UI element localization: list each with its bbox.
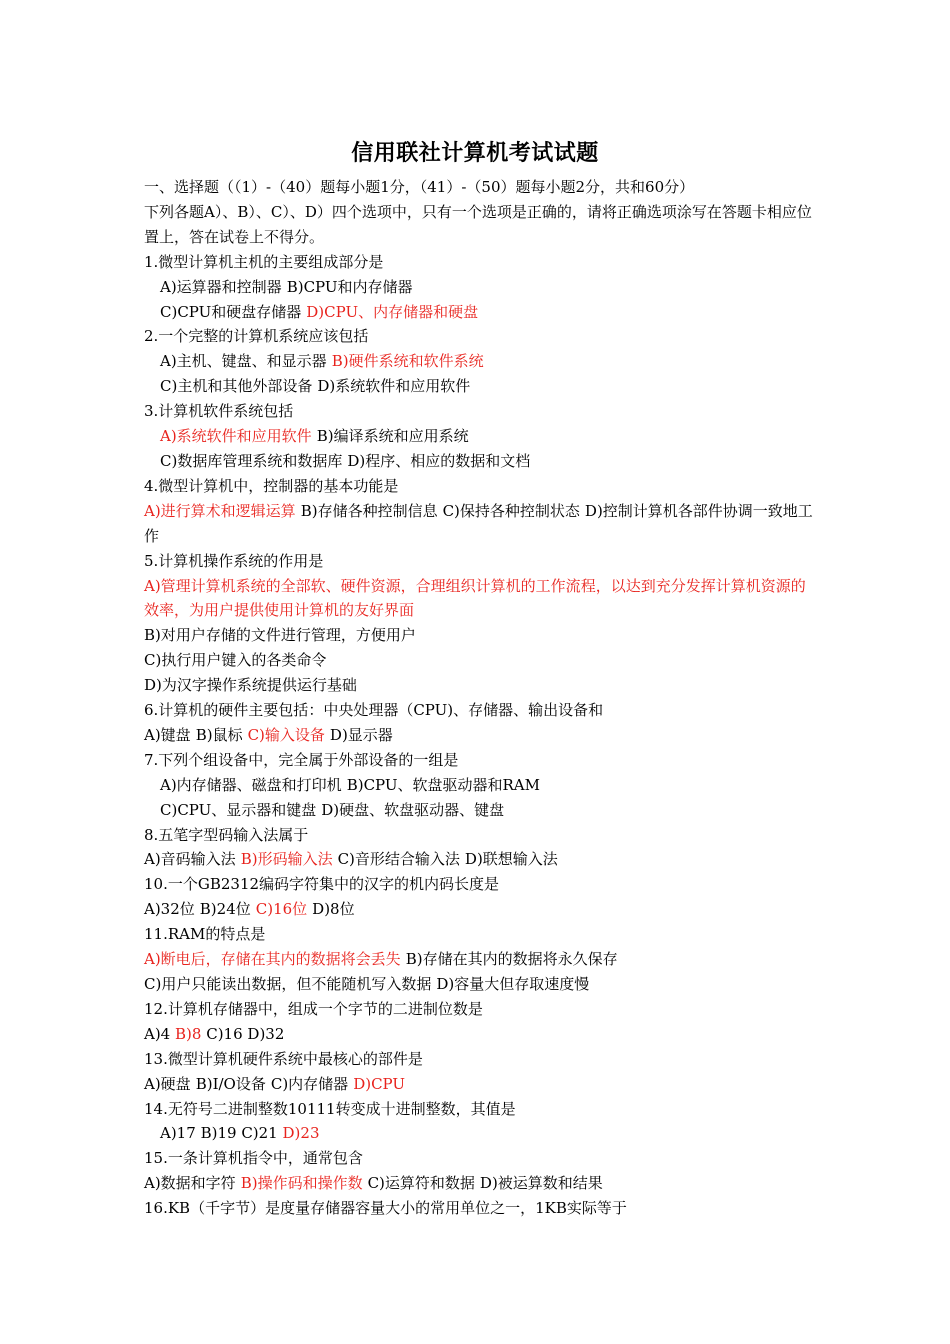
option-d-answer: D)CPU、内存储器和硬盘 [306,302,479,321]
option-a: A)运算器和控制器 [160,277,282,296]
question-stem: 10.一个GB2312编码字符集中的汉字的机内码长度是 [144,875,500,894]
option-c: C)数据库管理系统和数据库 [160,451,343,470]
option-b: B)CPU、软盘驱动器和RAM [346,775,540,794]
options-row [144,275,814,300]
option-b: B)CPU和内存储器 [286,277,413,296]
option-d: D)控制计算机各部件协调一致地工作 [144,501,813,545]
options-row [144,300,814,325]
option-d: D)系统软件和应用软件 [317,377,471,396]
options-row [144,723,814,748]
options-row [144,1022,814,1047]
options-row [144,972,814,997]
option-b: B)19 [200,1124,237,1143]
option-a: A)硬盘 [144,1074,191,1093]
question-stem: 5.计算机操作系统的作用是 [144,551,324,570]
option-d: D)容量大但存取速度慢 [436,975,590,993]
document-title: 信用联社计算机考试试题 [351,140,599,166]
option-b: B)鼠标 [195,725,243,744]
options-row [144,847,814,872]
question-stem: 6.计算机的硬件主要包括：中央处理器（CPU)、存储器、输出设备和 [144,701,604,720]
option-d: D)为汉字操作系统提供运行基础 [144,676,357,695]
option-b: B)编译系统和应用系统 [316,427,469,446]
option-b-answer: B)硬件系统和软件系统 [331,352,484,371]
option-d: D)显示器 [329,725,393,744]
question-stem: 12.计算机存储器中，组成一个字节的二进制位数是 [144,999,483,1018]
option-a: A)内存储器、磁盘和打印机 [160,775,342,794]
options-row [144,1072,814,1097]
options-row [144,424,814,449]
option-a: A)32位 [144,900,195,919]
option-b: B)24位 [199,900,251,919]
option-b: B)存储在其内的数据将永久保存 [405,950,618,969]
options-row [144,773,814,798]
option-d-answer: D)23 [282,1124,320,1143]
question-stem: 3.计算机软件系统包括 [144,402,294,421]
options-row [144,947,814,972]
section-heading: 一、选择题（（1）-（40）题每小题1分，（41）-（50）题每小题2分，共和60分） [144,178,695,196]
question-stem: 14.无符号二进制整数10111转变成十进制整数，其值是 [144,1099,516,1118]
question-stem: 11.RAM的特点是 [144,925,266,944]
options-row [144,1121,814,1146]
question-stem: 7.下列个组设备中，完全属于外部设备的一组是 [144,750,459,769]
option-d-answer: D)CPU [353,1074,406,1093]
document-body [144,175,814,1221]
option-a-answer: A)进行算术和逻辑运算 [144,501,296,520]
question-stem: 16.KB（千字节）是度量存储器容量大小的常用单位之一，1KB实际等于 [144,1199,627,1218]
question-stem: 8.五笔字型码输入法属于 [144,825,309,844]
options-row [144,798,814,823]
option-d: D)8位 [312,900,355,919]
option-a: A)数据和字符 [144,1174,236,1193]
option-b: B)I/O设备 [195,1074,266,1093]
option-a: A)17 [160,1124,196,1143]
option-c: C)保持各种控制状态 [442,501,580,520]
question-stem: 1.微型计算机主机的主要组成部分是 [144,252,384,271]
option-b-answer: B)操作码和操作数 [240,1174,363,1193]
option-c-answer: C)16位 [255,900,308,919]
option-a: A)音码输入法 [144,850,236,869]
option-c: C)执行用户键入的各类命令 [144,651,327,670]
option-d: D)32 [247,1024,285,1043]
option-b-answer: B)8 [175,1024,202,1043]
option-a-answer: A)断电后，存储在其内的数据将会丢失 [144,950,401,969]
question-stem: 2.一个完整的计算机系统应该包括 [144,327,369,346]
option-d: D)硬盘、软盘驱动器、键盘 [321,800,505,819]
option-d: D)联想输入法 [464,850,558,869]
option-c: C)音形结合输入法 [337,850,460,869]
option-c: C)21 [241,1124,278,1143]
option-d: D)被运算数和结果 [479,1174,603,1193]
option-c: C)CPU、显示器和键盘 [160,800,317,819]
option-d: D)程序、相应的数据和文档 [347,451,531,470]
options-row [144,897,814,922]
option-c: C)主机和其他外部设备 [160,377,313,396]
question-stem: 4.微型计算机中，控制器的基本功能是 [144,476,399,495]
question-stem: 13.微型计算机硬件系统中最核心的部件是 [144,1049,423,1068]
option-c: C)CPU和硬盘存储器 [160,302,302,321]
options-row [144,1171,814,1196]
options-row [144,374,814,399]
options-row [144,349,814,374]
option-a: A)主机、键盘、和显示器 [160,352,327,371]
instructions: 下列各题A）、B）、C）、D）四个选项中，只有一个选项是正确的，请将正确选项涂写在答题卡相应位置上，答在试卷上不得分。 [144,202,812,246]
option-b: B)对用户存储的文件进行管理，方便用户 [144,626,416,645]
option-c: C)16 [206,1024,243,1043]
option-b: B)存储各种控制信息 [300,501,438,520]
options-row [144,449,814,474]
option-c: C)运算符和数据 [367,1174,475,1193]
option-a-answer: A)系统软件和应用软件 [160,427,312,446]
option-a-answer: A)管理计算机系统的全部软、硬件资源，合理组织计算机的工作流程，以达到充分发挥计算机资源的效率，为用户提供使用计算机的友好界面 [144,576,806,620]
option-c: C)用户只能读出数据，但不能随机写入数据 [144,975,432,993]
option-a: A)4 [144,1024,171,1043]
option-c: C)内存储器 [270,1074,349,1093]
option-c-answer: C)输入设备 [247,725,325,744]
option-b-answer: B)形码输入法 [240,850,333,869]
options-row [144,499,814,549]
option-a: A)键盘 [144,725,191,744]
question-stem: 15.一条计算机指令中，通常包含 [144,1149,363,1168]
